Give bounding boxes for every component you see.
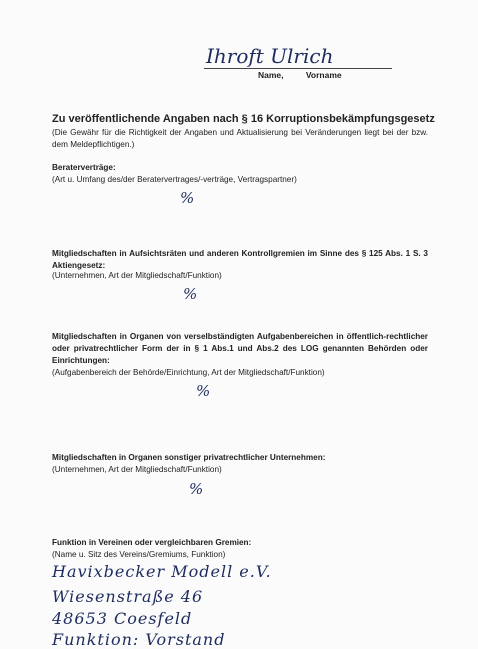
signature-line (204, 68, 392, 69)
intro-note: (Die Gewähr für die Richtigkeit der Angaben und Aktualisierung bei Veränderungen liegt bei der bzw. dem Meldepflichtigen.) (52, 128, 428, 149)
section-note-aufsichtsrat: (Unternehmen, Art der Mitgliedschaft/Funktion) (52, 271, 222, 280)
section-heading-organe-oeffentlich: Mitgliedschaften in Organen von verselbständigten Aufgabenbereichen in öffentlich-rechtlicher oder privatrechtlicher Form der in § 1 Abs.1 und Abs.2 des LOG genannten Behörden oder Einrichtungen: (52, 332, 428, 365)
handwritten-entry-line-3: 48653 Coesfeld (52, 609, 193, 628)
section-note-organe-oeffentlich: (Aufgabenbereich der Behörde/Einrichtung, Art der Mitgliedschaft/Funktion) (52, 368, 325, 377)
handwritten-none-mark-4: % (189, 480, 204, 498)
signature-labels (258, 70, 362, 80)
handwritten-signature-name: Ihroft Ulrich (206, 44, 334, 68)
handwritten-entry-line-2: Wiesenstraße 46 (52, 587, 204, 606)
handwritten-none-mark-2: % (183, 285, 198, 303)
handwritten-none-mark-1: % (180, 189, 195, 207)
section-note-vereine: (Name u. Sitz des Vereins/Gremiums, Funktion) (52, 550, 226, 559)
handwritten-none-mark-3: % (196, 382, 211, 400)
section-heading-aufsichtsrat: Mitgliedschaften in Aufsichtsräten und anderen Kontrollgremien im Sinne des § 125 Abs. 1 S. 3 Aktiengesetz: (52, 249, 428, 270)
document-title: Zu veröffentlichende Angaben nach § 16 Korruptionsbekämpfungsgesetz (52, 113, 435, 125)
section-heading-vereine: Funktion in Vereinen oder vergleichbaren Gremien: (52, 538, 252, 547)
section-note-berater: (Art u. Umfang des/der Beratervertrages/-verträge, Vertragspartner) (52, 175, 297, 184)
label-firstname: Vorname (305, 70, 342, 80)
section-note-organe-privat: (Unternehmen, Art der Mitgliedschaft/Funktion) (52, 465, 222, 474)
handwritten-entry-line-1: Havixbecker Modell e.V. (52, 562, 272, 581)
section-heading-organe-privat: Mitgliedschaften in Organen sonstiger privatrechtlicher Unternehmen: (52, 453, 326, 462)
handwritten-entry-line-4: Funktion: Vorstand (52, 630, 226, 649)
label-name: Name, (258, 70, 284, 80)
section-heading-berater: Beraterverträge: (52, 163, 116, 172)
